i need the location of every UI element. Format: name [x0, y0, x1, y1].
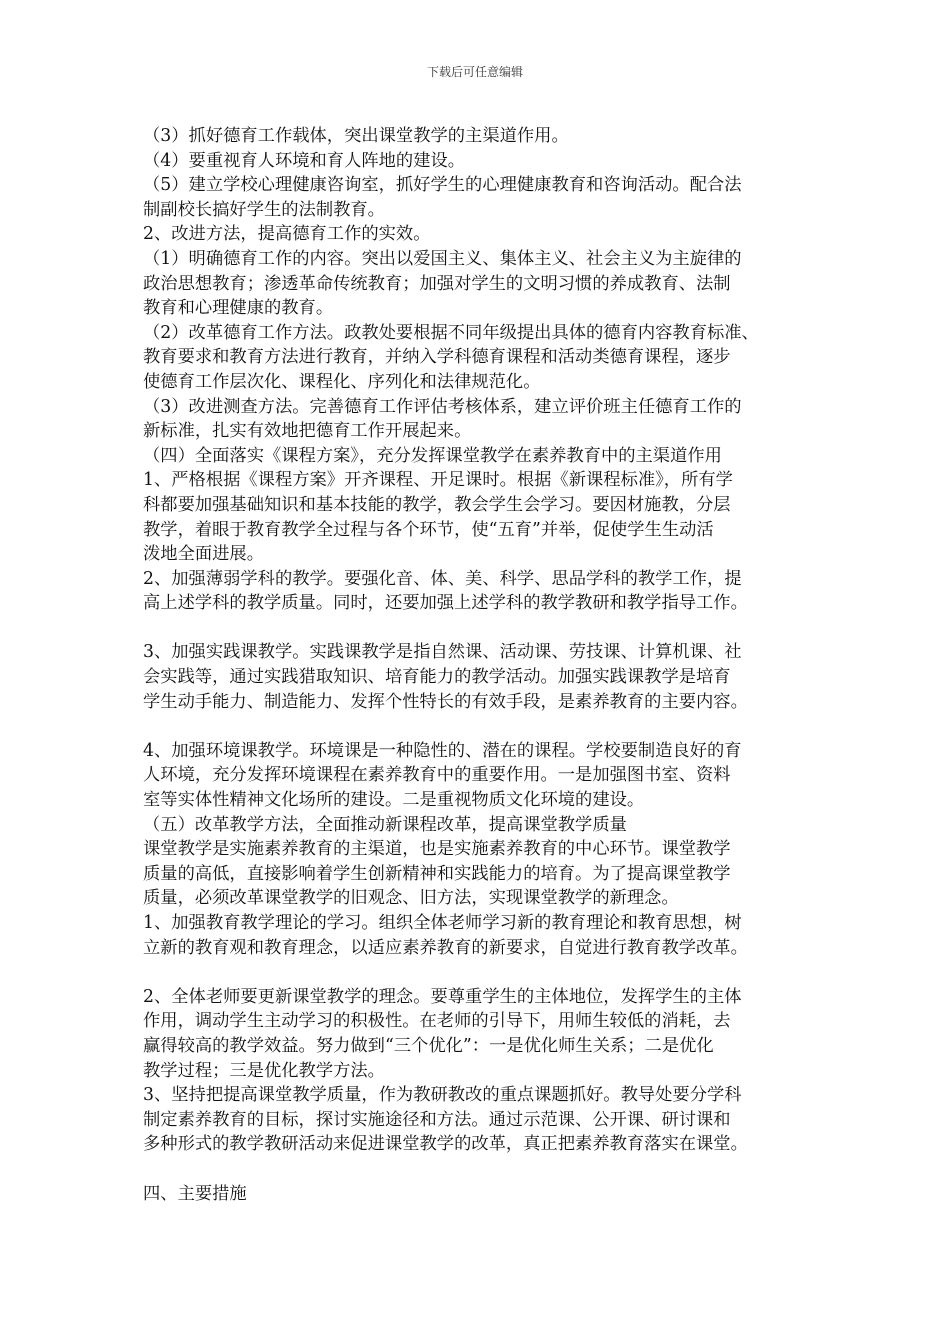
text-line: 教学过程；三是优化教学方法。	[143, 1060, 385, 1081]
text-line: 质量的高低，直接影响着学生创新精神和实践能力的培育。为了提高课堂教学	[143, 863, 731, 884]
section-heading: （五）改革教学方法，全面推动新课程改革，提高课堂教学质量	[143, 814, 627, 835]
blank-line	[143, 616, 815, 641]
text-line: 4、加强环境课教学。环境课是一种隐性的、潜在的课程。学校要制造良好的育	[143, 740, 742, 761]
text-line: 会实践等，通过实践猎取知识、培育能力的教学活动。加强实践课教学是培育	[143, 667, 731, 688]
text-line: 人环境，充分发挥环境课程在素养教育中的重要作用。一是加强图书室、资料	[143, 765, 731, 786]
section-heading: （四）全面落实《课程方案》，充分发挥课堂教学在素养教育中的主渠道作用	[143, 445, 722, 466]
text-line: 3、加强实践课教学。实践课教学是指自然课、活动课、劳技课、计算机课、社	[143, 642, 742, 663]
text-line: 教学，着眼于教育教学全过程与各个环节，使“五育”并举，促使学生生动活	[143, 519, 714, 540]
text-line: 立新的教育观和教育理念，以适应素养教育的新要求，自觉进行教育教学改革。	[143, 937, 748, 958]
document-body	[143, 124, 815, 1206]
text-line: （3）抓好德育工作载体，突出课堂教学的主渠道作用。	[143, 126, 569, 146]
text-line: 泼地全面进展。	[143, 544, 264, 565]
section-heading: 四、主要措施	[143, 1183, 247, 1204]
text-line: （5）建立学校心理健康咨询室，抓好学生的心理健康教育和咨询活动。配合法	[143, 175, 742, 196]
text-line: （1）明确德育工作的内容。突出以爱国主义、集体主义、社会主义为主旋律的	[143, 248, 742, 269]
text-line: 课堂教学是实施素养教育的主渠道，也是实施素养教育的中心环节。课堂教学	[143, 839, 731, 860]
text-line: 2、全体老师要更新课堂教学的理念。要尊重学生的主体地位，发挥学生的主体	[143, 986, 742, 1007]
text-line: 1、加强教育教学理论的学习。组织全体老师学习新的教育理论和教育思想，树	[143, 913, 742, 933]
text-line: 1、严格根据《课程方案》开齐课程、开足课时。根据《新课程标准》，所有学	[143, 470, 733, 491]
text-line: 作用，调动学生主动学习的积极性。在老师的引导下，用师生较低的消耗，去	[143, 1011, 731, 1032]
blank-line	[143, 714, 815, 739]
text-line: （3）改进测查方法。完善德育工作评估考核体系，建立评价班主任德育工作的	[143, 396, 742, 417]
text-line: 新标准，扎实有效地把德育工作开展起来。	[143, 421, 472, 442]
text-line: 3、坚持把提高课堂教学质量，作为教研教改的重点课题抓好。教导处要分学科	[143, 1085, 742, 1106]
text-line: 学生动手能力、制造能力、发挥个性特长的有效手段，是素养教育的主要内容。	[143, 691, 748, 712]
blank-line	[143, 960, 815, 985]
text-line: 使德育工作层次化、课程化、序列化和法律规范化。	[143, 371, 541, 392]
text-line: 2、加强薄弱学科的教学。要强化音、体、美、科学、思品学科的教学工作，提	[143, 568, 742, 589]
text-line: （2）改革德育工作方法。政教处要根据不同年级提出具体的德育内容教育标准、	[143, 322, 759, 343]
text-line: 质量，必须改革课堂教学的旧观念、旧方法，实现课堂教学的新理念。	[143, 888, 679, 909]
text-line: 高上述学科的教学质量。同时，还要加强上述学科的教学教研和教学指导工作。	[143, 593, 748, 614]
blank-line	[143, 1157, 815, 1182]
page-header-note: 下载后可任意编辑	[426, 65, 523, 79]
text-line: （4）要重视育人环境和育人阵地的建设。	[143, 150, 466, 171]
text-line: 制副校长搞好学生的法制教育。	[143, 199, 385, 220]
text-line: 制定素养教育的目标，探讨实施途径和方法。通过示范课、公开课、研讨课和	[143, 1109, 731, 1130]
text-line: 2、改进方法，提高德育工作的实效。	[143, 224, 431, 245]
text-line: 室等实体性精神文化场所的建设。二是重视物质文化环境的建设。	[143, 790, 645, 811]
text-line: 赢得较高的教学效益。努力做到“三个优化”：一是优化师生关系；二是优化	[143, 1035, 714, 1056]
text-line: 科都要加强基础知识和基本技能的教学，教会学生会学习。要因材施教，分层	[143, 494, 731, 515]
text-line: 多种形式的教学教研活动来促进课堂教学的改革，真正把素养教育落实在课堂。	[143, 1134, 748, 1155]
text-line: 教育和心理健康的教育。	[143, 298, 334, 319]
text-line: 教育要求和教育方法进行教育，并纳入学科德育课程和活动类德育课程，逐步	[143, 347, 731, 368]
text-line: 政治思想教育；渗透革命传统教育；加强对学生的文明习惯的养成教育、法制	[143, 273, 731, 294]
